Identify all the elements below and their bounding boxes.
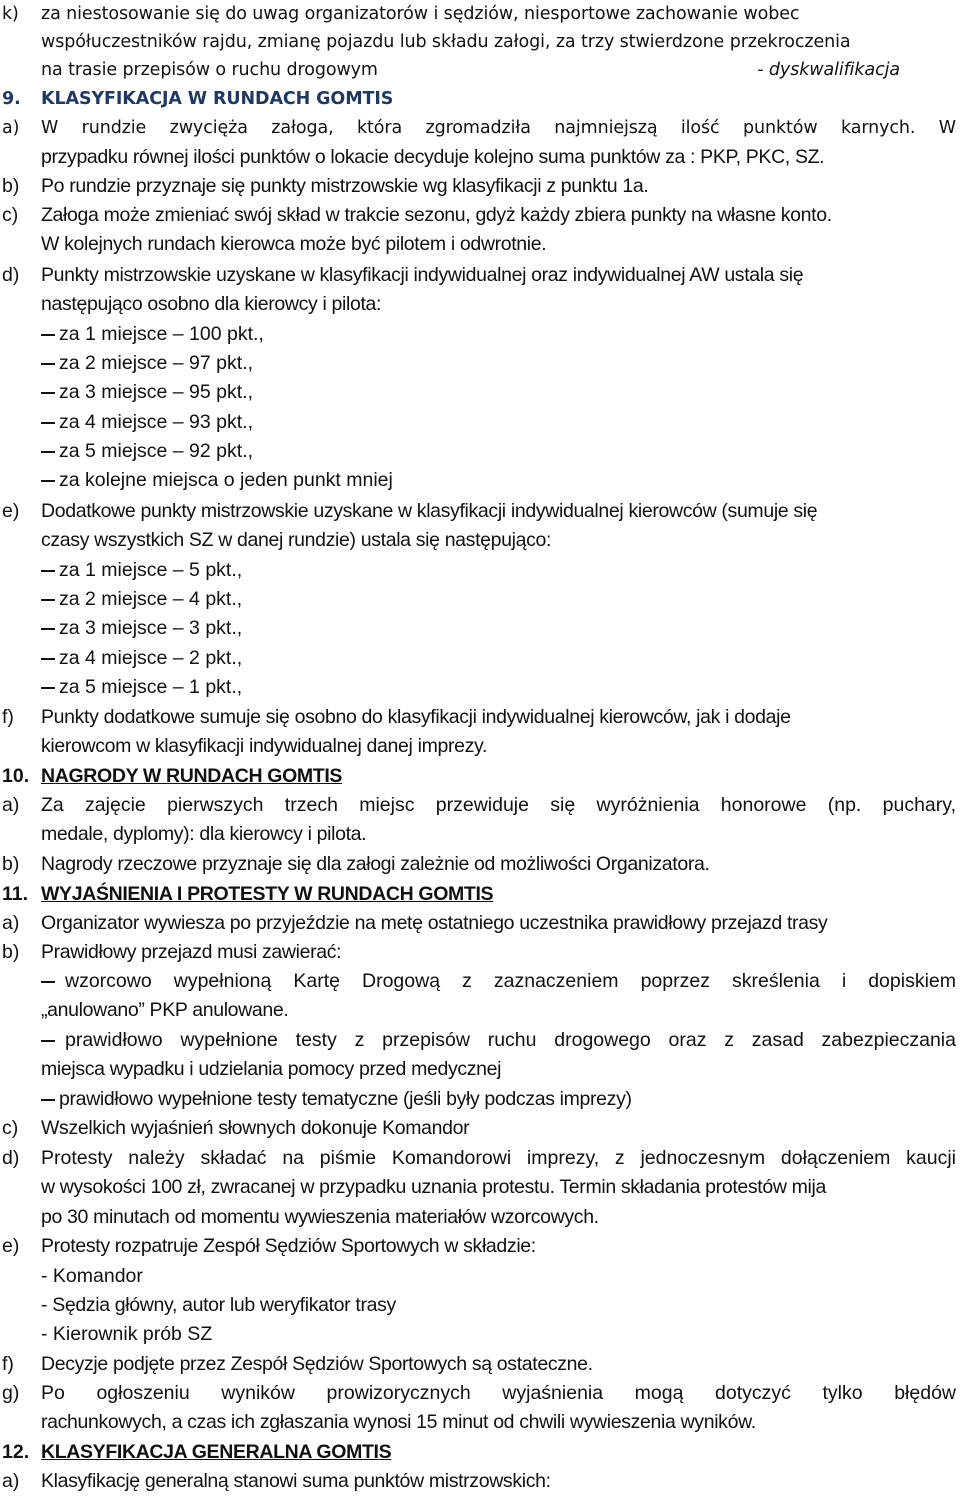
item-text: Nagrody rzeczowe przyznaje się dla załogi zależnie od możliwości Organizatora.: [41, 853, 710, 875]
list-item-text: - Komandor: [41, 1265, 143, 1287]
s9-d-list-item: [0, 437, 960, 466]
s9-c-line-2: [0, 230, 960, 259]
item-text: medale, dyplomy): dla kierowcy i pilota.: [41, 823, 367, 845]
s9-d-line-1: [0, 261, 960, 290]
item-text: W kolejnych rundach kierowca może być pilotem i odwrotnie.: [41, 233, 547, 255]
list-item-text: „anulowano” PKP anulowane.: [41, 999, 289, 1021]
section-number: 11.: [2, 883, 29, 905]
list-item-text: za 5 miejsce – 1 pkt.,: [59, 676, 243, 698]
list-item-text: za 3 miejsce – 95 pkt.,: [59, 381, 254, 403]
item-label: d): [2, 264, 20, 286]
item-text: rachunkowych, a czas ich zgłaszania wynosi 15 minut od chwili wywieszenia wyników.: [41, 1411, 756, 1433]
section-number: 12.: [2, 1441, 30, 1463]
list-item-text: za kolejne miejsca o jeden punkt mniej: [59, 469, 393, 491]
item-label: a): [2, 912, 20, 934]
list-item-text: za 4 miejsce – 93 pkt.,: [59, 411, 254, 433]
s9-d-list-item: [0, 466, 960, 495]
s9-e-list-item: [0, 644, 960, 673]
dash-bullet: [41, 363, 55, 365]
s10-b-line-1: [0, 850, 960, 879]
item-label: c): [2, 204, 19, 226]
item-text: Klasyfikację generalną stanowi suma punktów mistrzowskich:: [41, 1470, 551, 1492]
s9-d-line-2: [0, 290, 960, 319]
item-text: Protesty należy składać na piśmie Komandorowi imprezy, z jednoczesnym dołączeniem kaucji: [41, 1147, 956, 1169]
s9-d-list-item: [0, 349, 960, 378]
list-item-text: za 1 miejsce – 100 pkt.,: [59, 323, 264, 345]
s9-d-list-item: [0, 408, 960, 437]
dash-bullet: [41, 599, 55, 601]
s11-e-list-item: [0, 1262, 960, 1291]
item-label: g): [2, 1382, 20, 1404]
item-text: Protesty rozpatruje Zespół Sędziów Sportowych w składzie:: [41, 1235, 536, 1257]
section-number: 9.: [2, 89, 21, 109]
s9-e-list-item: [0, 556, 960, 585]
s9-e-list-item: [0, 614, 960, 643]
list-item-text: za 5 miejsce – 92 pkt.,: [59, 440, 254, 462]
s11-g-line-1: [0, 1379, 960, 1408]
item-text: Punkty dodatkowe sumuje się osobno do klasyfikacji indywidualnej kierowców, jak i dodaje: [41, 706, 791, 728]
list-item-text: prawidłowo wypełnione testy tematyczne (jeśli były podczas imprezy): [59, 1088, 632, 1110]
item-text: za niestosowanie się do uwag organizatorów i sędziów, niesportowe zachowanie wobec: [41, 4, 800, 24]
item-text: na trasie przepisów o ruchu drogowym: [41, 60, 378, 80]
list-item-text: prawidłowo wypełnione testy z przepisów ruchu drogowego oraz z zasad zabezpieczania: [65, 1029, 956, 1051]
dash-bullet: [41, 392, 55, 394]
list-item-text: wzorcowo wypełnioną Kartę Drogową z zaznaczeniem poprzez skreślenia i dopiskiem: [65, 970, 956, 992]
s9-a-line-2: [0, 143, 960, 172]
list-item-text: za 2 miejsce – 4 pkt.,: [59, 588, 243, 610]
item-text: Wszelkich wyjaśnień słownych dokonuje Komandor: [41, 1117, 470, 1139]
s11-b-list-item-cont: [0, 996, 960, 1025]
item-text: Po ogłoszeniu wyników prowizorycznych wyjaśnienia mogą dotyczyć tylko błędów: [41, 1382, 956, 1404]
s11-e-list-item: [0, 1291, 960, 1320]
dash-bullet: [41, 628, 55, 630]
item-label: b): [2, 853, 20, 875]
s11-e-line-1: [0, 1232, 960, 1261]
section-title: NAGRODY W RUNDACH GOMTIS: [41, 765, 343, 787]
item-text: W rundzie zwycięża załoga, która zgromadziła najmniejszą ilość punktów karnych. W: [41, 118, 956, 138]
dash-bullet: [41, 687, 55, 689]
s9-e-line-2: [0, 526, 960, 555]
item-k-line-1: [0, 0, 960, 29]
item-text: w wysokości 100 zł, zwracanej w przypadku uznania protestu. Termin składania protestów mija: [41, 1176, 826, 1198]
dash-bullet: [41, 658, 55, 660]
item-text: Dodatkowe punkty mistrzowskie uzyskane w klasyfikacji indywidualnej kierowców (sumuje się: [41, 500, 818, 522]
item-label: b): [2, 175, 20, 197]
dash-bullet: [41, 480, 55, 482]
dash-bullet: [41, 422, 55, 424]
item-text: po 30 minutach od momentu wywieszenia materiałów wzorcowych.: [41, 1206, 599, 1228]
list-item-text: - Sędzia główny, autor lub weryfikator trasy: [41, 1294, 396, 1316]
item-label: f): [2, 706, 14, 728]
section-title: KLASYFIKACJA GENERALNA GOMTIS: [41, 1441, 392, 1463]
item-text: następująco osobno dla kierowcy i pilota:: [41, 293, 382, 315]
s9-c-line-1: [0, 201, 960, 230]
section-11-heading: [0, 880, 960, 909]
item-text: Punkty mistrzowskie uzyskane w klasyfikacji indywidualnej oraz indywidualnej AW ustala się: [41, 264, 804, 286]
section-9-heading: [0, 85, 960, 114]
item-text: Za zajęcie pierwszych trzech miejsc przewiduje się wyróżnienia honorowe (np. puchary,: [41, 794, 956, 816]
section-10-heading: [0, 762, 960, 791]
item-label: a): [2, 118, 20, 138]
s11-a-line-1: [0, 909, 960, 938]
s11-c-line-1: [0, 1114, 960, 1143]
s9-f-line-1: [0, 703, 960, 732]
item-label: a): [2, 1470, 20, 1492]
s11-f-line-1: [0, 1350, 960, 1379]
dash-bullet: [41, 570, 55, 572]
s11-b-list-item: [0, 1026, 960, 1055]
s11-b-list-item: [0, 1085, 960, 1114]
list-item-text: za 4 miejsce – 2 pkt.,: [59, 647, 243, 669]
s10-a-line-1: [0, 791, 960, 820]
item-text: Załoga może zmieniać swój skład w trakcie sezonu, gdyż każdy zbiera punkty na własne konto.: [41, 204, 832, 226]
list-item-text: za 3 miejsce – 3 pkt.,: [59, 617, 243, 639]
item-text: przypadku równej ilości punktów o lokacie decyduje kolejno suma punktów za : PKP, PKC, SZ.: [41, 146, 825, 168]
s11-d-line-2: [0, 1173, 960, 1202]
item-label: a): [2, 794, 20, 816]
section-number: 10.: [2, 765, 30, 787]
list-item-text: za 1 miejsce – 5 pkt.,: [59, 559, 243, 581]
dash-bullet: [41, 334, 55, 336]
section-12-heading: [0, 1438, 960, 1467]
item-text: czasy wszystkich SZ w danej rundzie) ustala się następująco:: [41, 529, 552, 551]
item-label: e): [2, 500, 20, 522]
item-text: Po rundzie przyznaje się punkty mistrzowskie wg klasyfikacji z punktu 1a.: [41, 175, 649, 197]
penalty-text: - dyskwalifikacja: [757, 60, 900, 80]
item-text: Prawidłowy przejazd musi zawierać:: [41, 941, 342, 963]
dash-bullet: [41, 1099, 55, 1101]
s9-f-line-2: [0, 732, 960, 761]
dash-bullet: [41, 981, 55, 983]
dash-bullet: [41, 451, 55, 453]
item-label: e): [2, 1235, 20, 1257]
s9-e-line-1: [0, 497, 960, 526]
item-k-line-3: [0, 56, 960, 85]
item-k-line-2: [0, 28, 960, 57]
item-text: Decyzje podjęte przez Zespół Sędziów Sportowych są ostateczne.: [41, 1353, 593, 1375]
s11-d-line-3: [0, 1203, 960, 1232]
item-text: kierowcom w klasyfikacji indywidualnej danej imprezy.: [41, 735, 488, 757]
list-item-text: - Kierownik prób SZ: [41, 1323, 213, 1345]
s10-a-line-2: [0, 820, 960, 849]
item-label: b): [2, 941, 20, 963]
item-label: k): [2, 4, 19, 24]
item-label: f): [2, 1353, 14, 1375]
item-text: Organizator wywiesza po przyjeździe na metę ostatniego uczestnika prawidłowy przejazd trasy: [41, 912, 828, 934]
item-label: d): [2, 1147, 20, 1169]
s9-e-list-item: [0, 673, 960, 702]
s9-b-line-1: [0, 172, 960, 201]
list-item-text: za 2 miejsce – 97 pkt.,: [59, 352, 254, 374]
s11-b-line-1: [0, 938, 960, 967]
s12-a-line-1: [0, 1467, 960, 1496]
item-label: c): [2, 1117, 19, 1139]
list-item-text: miejsca wypadku i udzielania pomocy przed medycznej: [41, 1058, 502, 1080]
s9-e-list-item: [0, 585, 960, 614]
s11-e-list-item: [0, 1320, 960, 1349]
item-text: współuczestników rajdu, zmianę pojazdu lub składu załogi, za trzy stwierdzone przekroczenia: [41, 32, 851, 52]
s11-g-line-2: [0, 1408, 960, 1437]
s11-d-line-1: [0, 1144, 960, 1173]
s11-b-list-item-cont: [0, 1055, 960, 1084]
s9-a-line-1: [0, 114, 960, 143]
s9-d-list-item: [0, 320, 960, 349]
s9-d-list-item: [0, 378, 960, 407]
section-title: KLASYFIKACJA W RUNDACH GOMTIS: [41, 89, 394, 109]
dash-bullet: [41, 1040, 55, 1042]
s11-b-list-item: [0, 967, 960, 996]
section-title: WYJAŚNIENIA I PROTESTY W RUNDACH GOMTIS: [41, 883, 494, 905]
